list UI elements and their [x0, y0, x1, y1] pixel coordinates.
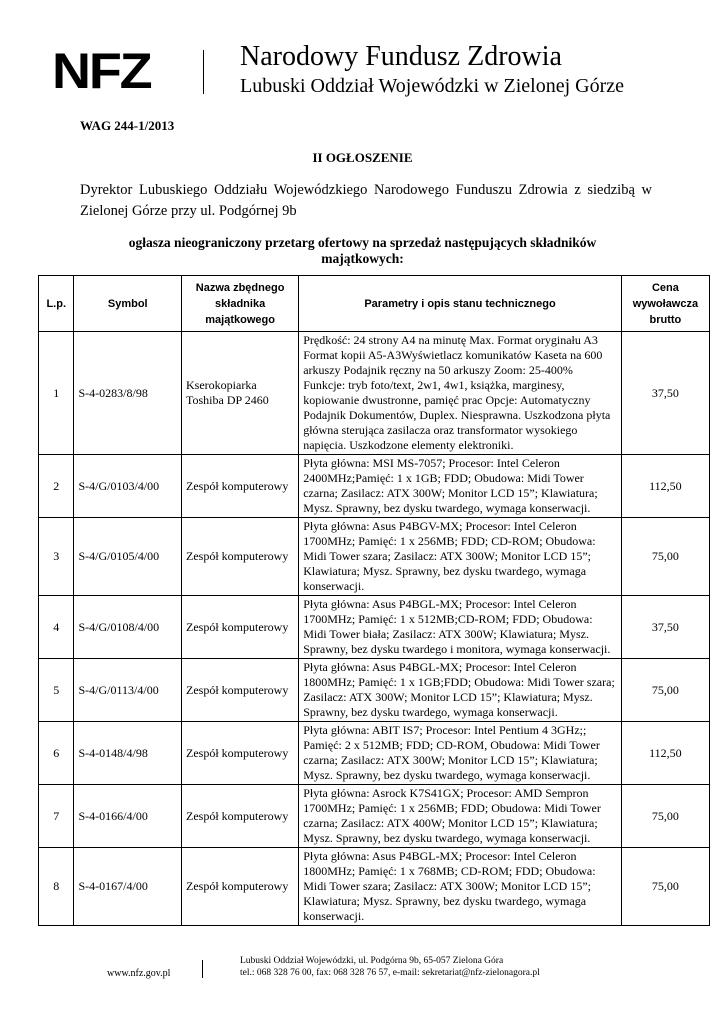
cell-lp: 5	[39, 659, 74, 722]
cell-name: Zespół komputerowy	[182, 848, 299, 926]
cell-symbol: S-4-0148/4/98	[74, 722, 182, 785]
cell-symbol: S-4-0166/4/00	[74, 785, 182, 848]
cell-lp: 8	[39, 848, 74, 926]
cell-price: 112,50	[621, 722, 709, 785]
col-header-price: Cena wywoławcza brutto	[621, 276, 709, 332]
cell-symbol: S-4/G/0105/4/00	[74, 518, 182, 596]
cell-price: 37,50	[621, 596, 709, 659]
reference-number: WAG 244-1/2013	[80, 118, 175, 133]
header-divider	[203, 50, 204, 94]
table-row	[39, 596, 710, 659]
cell-params: Prędkość: 24 strony A4 na minutę Max. Format oryginału A3 Format kopii A5-A3Wyświetlacz komunikatów Kaseta na 600 arkuszy Podajnik ręczny na 50 arkuszy Zoom: 25-400% Funkcje: tryb foto/text, 2w1, 4w1, książka, marginesy, kopiowanie dwustronne, pamięć prac Opcje: Automatyczny Podajnik Dokumentów, Duplex. Niesprawna. Uszkodzona płyta główna sterująca zasilacza oraz transformator wysokiego napięcia. Uszkodzone elementy elektroniki.	[299, 332, 622, 455]
cell-price: 75,00	[621, 848, 709, 926]
table-row	[39, 785, 710, 848]
col-header-symbol: Symbol	[74, 276, 182, 332]
footer-contact: tel.: 068 328 76 00, fax: 068 328 76 57, e-mail: sekretariat@nfz-zielonagora.pl	[240, 968, 540, 978]
cell-name: Zespół komputerowy	[182, 659, 299, 722]
footer-address-block	[240, 955, 540, 979]
table-row	[39, 518, 710, 596]
letterhead	[0, 0, 725, 110]
table-row	[39, 659, 710, 722]
cell-price: 112,50	[621, 455, 709, 518]
cell-price: 75,00	[621, 659, 709, 722]
col-header-lp: L.p.	[39, 276, 74, 332]
cell-name: Zespół komputerowy	[182, 596, 299, 659]
org-branch: Lubuski Oddział Wojewódzki w Zielonej Górze	[240, 75, 625, 97]
cell-price: 75,00	[621, 518, 709, 596]
table-header-row	[39, 276, 710, 332]
cell-lp: 6	[39, 722, 74, 785]
cell-lp: 3	[39, 518, 74, 596]
cell-lp: 1	[39, 332, 74, 455]
cell-params: Płyta główna: Asus P4BGV-MX; Procesor: Intel Celeron 1700MHz; Pamięć: 1 x 256MB; FDD; CD-ROM; Obudowa: Midi Tower szara; Zasilacz: ATX 300W; Monitor LCD 15”; Klawiatura; Mysz. Sprawny, bez dysku twardego, wymaga konserwacji.	[299, 518, 622, 596]
cell-params: Płyta główna: Asus P4BGL-MX; Procesor: Intel Celeron 1800MHz; Pamięć: 1 x 1GB;FDD; Obudowa: Midi Tower szara; Zasilacz: ATX 300W; Monitor LCD 15”; Klawiatura; Mysz. Sprawny, bez dysku twardego, wymaga konserwacji.	[299, 659, 622, 722]
cell-symbol: S-4/G/0113/4/00	[74, 659, 182, 722]
col-header-name: Nazwa zbędnego składnika majątkowego	[182, 276, 299, 332]
document-title: II OGŁOSZENIE	[312, 150, 413, 165]
cell-params: Płyta główna: Asrock K7S41GX; Procesor: AMD Sempron 1700MHz; Pamięć: 1 x 256MB; FDD; Obudowa: Midi Tower czarna; Zasilacz: ATX 400W; Monitor LCD 15”; Klawiatura; Mysz. Sprawny, bez dysku twardego, wymaga konserwacji.	[299, 785, 622, 848]
cell-params: Płyta główna: MSI MS-7057; Procesor: Intel Celeron 2400MHz;Pamięć: 1 x 1GB; FDD; Obudowa: Midi Tower czarna; Zasilacz: ATX 300W; Monitor LCD 15”; Klawiatura; Mysz. Sprawny, bez dysku twardego, wymaga konserwacji.	[299, 455, 622, 518]
cell-lp: 2	[39, 455, 74, 518]
cell-name: Zespół komputerowy	[182, 455, 299, 518]
cell-lp: 7	[39, 785, 74, 848]
cell-symbol: S-4/G/0108/4/00	[74, 596, 182, 659]
footer-divider	[202, 960, 203, 978]
cell-lp: 4	[39, 596, 74, 659]
cell-symbol: S-4-0167/4/00	[74, 848, 182, 926]
table-row	[39, 848, 710, 926]
col-header-params: Parametry i opis stanu technicznego	[299, 276, 622, 332]
assets-table	[38, 275, 710, 926]
cell-price: 37,50	[621, 332, 709, 455]
cell-name: Zespół komputerowy	[182, 518, 299, 596]
cell-symbol: S-4/G/0103/4/00	[74, 455, 182, 518]
nfz-logo: NFZ	[52, 43, 151, 99]
intro-paragraph: Dyrektor Lubuskiego Oddziału Wojewódzkiego Narodowego Funduszu Zdrowia z siedzibą w Zielonej Górze przy ul. Podgórnej 9b	[80, 182, 652, 219]
cell-params: Płyta główna: Asus P4BGL-MX; Procesor: Intel Celeron 1700MHz; Pamięć: 1 x 512MB;CD-ROM; FDD; Obudowa: Midi Tower biała; Zasilacz: ATX 300W; Klawiatura; Mysz. Sprawny, bez dysku twardego i monitora, wymaga konserwacji.	[299, 596, 622, 659]
table-row	[39, 455, 710, 518]
cell-name: Zespół komputerowy	[182, 785, 299, 848]
cell-price: 75,00	[621, 785, 709, 848]
footer-address: Lubuski Oddział Wojewódzki, ul. Podgórna 9b, 65-057 Zielona Góra	[240, 956, 504, 966]
cell-name: Zespół komputerowy	[182, 722, 299, 785]
org-name: Narodowy Fundusz Zdrowia	[240, 41, 562, 72]
table-row	[39, 332, 710, 455]
footer-website[interactable]: www.nfz.gov.pl	[107, 968, 171, 979]
announcement: ogłasza nieograniczony przetarg ofertowy na sprzedaż następujących składników majątkowych:	[128, 235, 597, 266]
table-row	[39, 722, 710, 785]
cell-params: Płyta główna: ABIT IS7; Procesor: Intel Pentium 4 3GHz;; Pamięć: 2 x 512MB; FDD; CD-ROM, Obudowa: Midi Tower czarna; Zasilacz: ATX 300W; Monitor LCD 15”; Klawiatura; Mysz. Sprawny, bez dysku twardego, wymaga konserwacji.	[299, 722, 622, 785]
cell-symbol: S-4-0283/8/98	[74, 332, 182, 455]
cell-params: Płyta główna: Asus P4BGL-MX; Procesor: Intel Celeron 1800MHz; Pamięć: 1 x 768MB; CD-ROM; FDD; Obudowa: Midi Tower szara; Zasilacz: ATX 300W; Monitor LCD 15”; Klawiatura; Mysz. Sprawny, bez dysku twardego, wymaga konserwacji.	[299, 848, 622, 926]
cell-name: Kserokopiarka Toshiba DP 2460	[182, 332, 299, 455]
